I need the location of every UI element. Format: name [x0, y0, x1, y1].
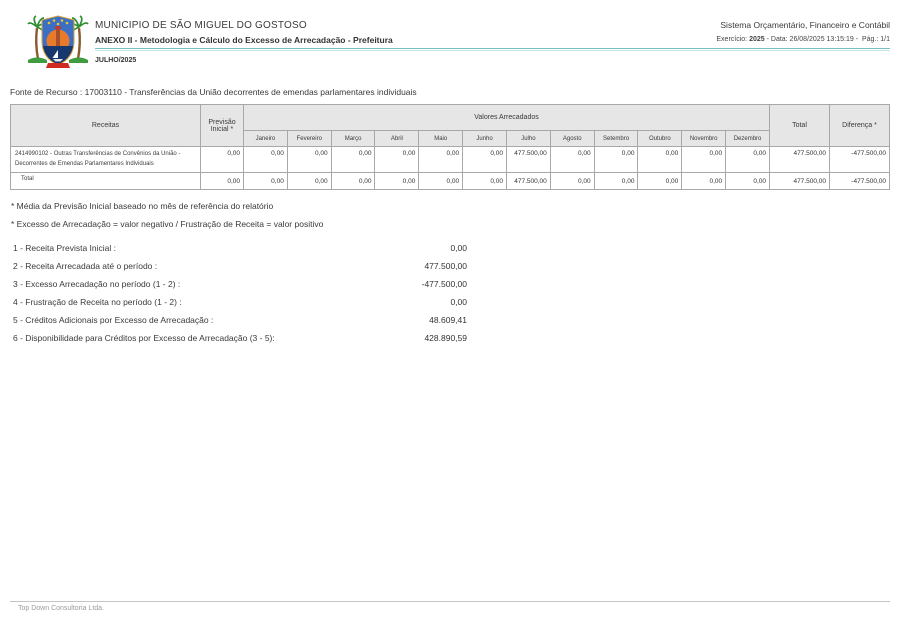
company-name: Top Down Consultoria Ltda.	[18, 605, 104, 612]
header-divider-rule	[95, 48, 890, 51]
value-cell: 0,00	[419, 147, 463, 173]
report-header	[0, 0, 900, 74]
note-excesso-frustracao: * Excesso de Arrecadação = valor negativo / Frustração de Receita = valor positivo	[11, 219, 324, 230]
summary-list	[13, 243, 467, 351]
table-row	[11, 147, 890, 173]
value-cell: 477.500,00	[506, 147, 550, 173]
value-cell: 0,00	[463, 147, 507, 173]
month-header: Março	[331, 131, 375, 147]
value-cell: 0,00	[201, 147, 244, 173]
summary-value: 0,00	[450, 243, 467, 254]
report-period: JULHO/2025	[95, 57, 137, 64]
value-cell: 0,00	[594, 173, 638, 190]
month-header: Julho	[506, 131, 550, 147]
total-column-header: Total	[770, 105, 830, 147]
summary-value: 48.609,41	[429, 315, 467, 326]
value-cell: 0,00	[726, 173, 770, 190]
value-cell: 0,00	[682, 173, 726, 190]
header-text-block	[95, 0, 890, 64]
exercise-label: Exercício:	[716, 36, 748, 43]
header-left	[95, 20, 393, 45]
municipality-crest-logo	[27, 7, 89, 69]
summary-row	[13, 279, 467, 297]
summary-label: 3 - Excesso Arrecadação no período (1 - 2) :	[13, 279, 181, 290]
month-header: Abril	[375, 131, 419, 147]
summary-value: 477.500,00	[424, 261, 467, 272]
value-cell: 477.500,00	[770, 147, 830, 173]
value-cell: 0,00	[594, 147, 638, 173]
total-row	[11, 173, 890, 190]
receita-label-cell: Total	[11, 173, 201, 190]
month-header: Dezembro	[726, 131, 770, 147]
municipality-name: MUNICIPIO DE SÃO MIGUEL DO GOSTOSO	[95, 20, 307, 31]
value-cell: 0,00	[244, 147, 288, 173]
receitas-header: Receitas	[11, 105, 201, 147]
value-cell: 0,00	[550, 173, 594, 190]
note-previsao-media: * Média da Previsão Inicial baseado no mês de referência do relatório	[11, 201, 274, 212]
value-cell: 0,00	[419, 173, 463, 190]
receita-label-cell: 2414990102 - Outras Transferências de Convênios da União - Decorrentes de Emendas Parlamentares Individuais	[11, 147, 201, 173]
summary-label: 1 - Receita Prevista Inicial :	[13, 243, 116, 254]
month-header: Agosto	[550, 131, 594, 147]
header-right	[716, 20, 890, 43]
system-name: Sistema Orçamentário, Financeiro e Contábil	[720, 20, 890, 30]
date-info: - Data: 26/08/2025 13:15:19 -	[766, 36, 859, 43]
value-cell: 0,00	[287, 147, 331, 173]
summary-row	[13, 261, 467, 279]
value-cell: 0,00	[375, 147, 419, 173]
summary-label: 2 - Receita Arrecadada até o período :	[13, 261, 158, 272]
report-footer	[10, 601, 890, 612]
previsao-inicial-header: Previsão Inicial *	[201, 105, 244, 147]
value-cell: 0,00	[682, 147, 726, 173]
summary-row	[13, 333, 467, 351]
month-header: Setembro	[594, 131, 638, 147]
value-cell: 0,00	[726, 147, 770, 173]
month-header: Novembro	[682, 131, 726, 147]
exercise-value: 2025	[749, 36, 765, 43]
value-cell: 0,00	[550, 147, 594, 173]
page-info: Pág.: 1/1	[861, 36, 890, 43]
value-cell: 0,00	[331, 173, 375, 190]
value-cell: -477.500,00	[830, 173, 890, 190]
exercise-date-page-line	[716, 36, 890, 43]
value-cell: 477.500,00	[770, 173, 830, 190]
value-cell: 0,00	[287, 173, 331, 190]
summary-row	[13, 297, 467, 315]
funding-source-line: Fonte de Recurso : 17003110 - Transferências da União decorrentes de emendas parlamentares individuais	[10, 87, 417, 97]
diferenca-column-header: Diferença *	[830, 105, 890, 147]
valores-arrecadados-header: Valores Arrecadados	[244, 105, 770, 131]
value-cell: -477.500,00	[830, 147, 890, 173]
table-body	[11, 147, 890, 190]
summary-label: 6 - Disponibilidade para Créditos por Excesso de Arrecadação (3 - 5):	[13, 333, 275, 344]
value-cell: 0,00	[638, 173, 682, 190]
month-header: Junho	[463, 131, 507, 147]
month-header: Outubro	[638, 131, 682, 147]
summary-value: -477.500,00	[421, 279, 467, 290]
summary-label: 5 - Créditos Adicionais por Excesso de Arrecadação :	[13, 315, 214, 326]
summary-row	[13, 315, 467, 333]
value-cell: 0,00	[375, 173, 419, 190]
report-title: ANEXO II - Metodologia e Cálculo do Excesso de Arrecadação - Prefeitura	[95, 35, 393, 45]
value-cell: 0,00	[463, 173, 507, 190]
value-cell: 0,00	[331, 147, 375, 173]
month-header: Fevereiro	[287, 131, 331, 147]
summary-value: 428.890,59	[424, 333, 467, 344]
value-cell: 477.500,00	[506, 173, 550, 190]
summary-value: 0,00	[450, 297, 467, 308]
revenue-table	[10, 104, 890, 190]
value-cell: 0,00	[201, 173, 244, 190]
value-cell: 0,00	[638, 147, 682, 173]
summary-row	[13, 243, 467, 261]
summary-label: 4 - Frustração de Receita no período (1 - 2) :	[13, 297, 182, 308]
value-cell: 0,00	[244, 173, 288, 190]
month-header: Maio	[419, 131, 463, 147]
month-header: Janeiro	[244, 131, 288, 147]
